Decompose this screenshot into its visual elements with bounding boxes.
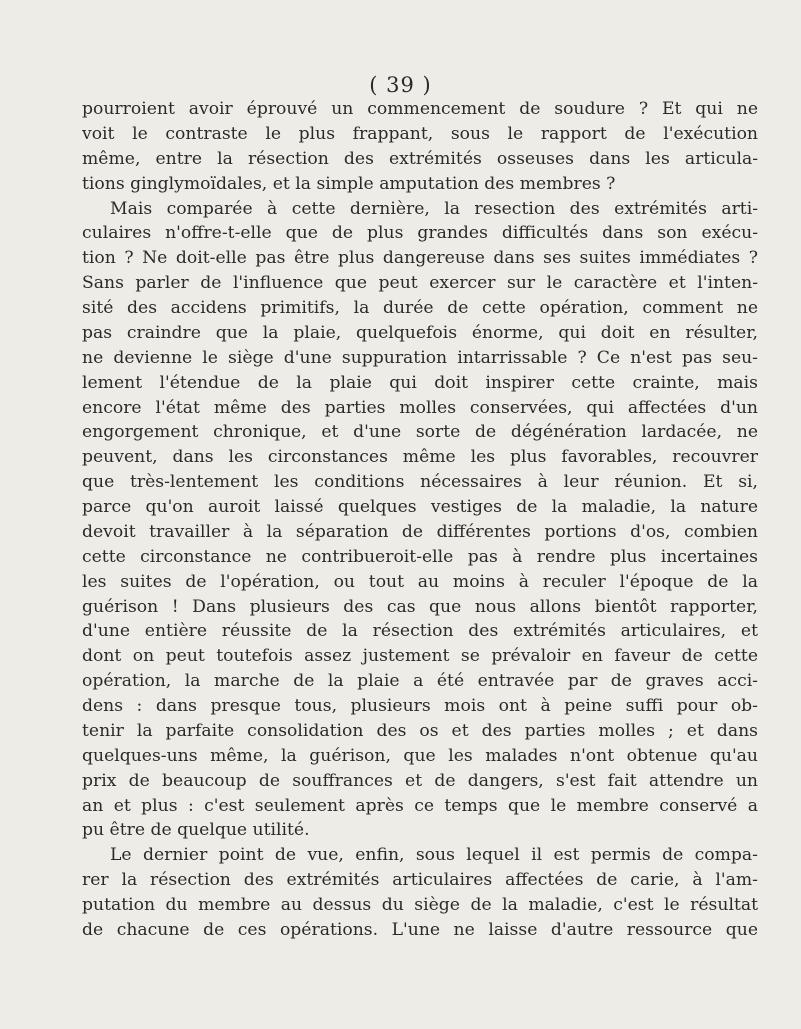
text-line: opération, la marche de la plaie a été entravée par de graves acci- bbox=[82, 671, 758, 692]
text-line: prix de beaucoup de souffrances et de dangers, s'est fait attendre un bbox=[82, 770, 758, 791]
text-line: Sans parler de l'influence que peut exercer sur le caractère et l'inten- bbox=[82, 273, 758, 294]
text-line: tenir la parfaite consolidation des os et des parties molles ; et dans bbox=[82, 720, 758, 741]
text-line: voit le contraste le plus frappant, sous le rapport de l'exécution bbox=[82, 123, 758, 144]
text-line: même, entre la résection des extrémités osseuses dans les articula- bbox=[82, 148, 758, 169]
text-line: que très-lentement les conditions nécessaires à leur réunion. Et si, bbox=[82, 472, 758, 493]
text-line: peuvent, dans les circonstances même les plus favorables, recouvrer bbox=[82, 447, 758, 468]
text-line: guérison ! Dans plusieurs des cas que nous allons bientôt rapporter, bbox=[82, 596, 758, 617]
text-line: pas craindre que la plaie, quelquefois énorme, qui doit en résulter, bbox=[82, 322, 758, 343]
text-line: devoit travailler à la séparation de différentes portions d'os, combien bbox=[82, 521, 758, 542]
text-line: encore l'état même des parties molles conservées, qui affectées d'un bbox=[82, 397, 758, 418]
text-line: tions ginglymoïdales, et la simple amputation des membres ? bbox=[82, 173, 616, 194]
text-line: pourroient avoir éprouvé un commencement de soudure ? Et qui ne bbox=[82, 99, 758, 119]
text-line: quelques-uns même, la guérison, que les malades n'ont obtenue qu'au bbox=[82, 745, 758, 766]
text-line: dont on peut toutefois assez justement se prévaloir en faveur de cette bbox=[82, 646, 758, 667]
text-line: d'une entière réussite de la résection des extrémités articulaires, et bbox=[82, 621, 758, 642]
text-line: pu être de quelque utilité. bbox=[82, 820, 310, 841]
text-line: parce qu'on auroit laissé quelques vestiges de la maladie, la nature bbox=[82, 497, 758, 517]
text-line: les suites de l'opération, ou tout au moins à reculer l'époque de la bbox=[82, 571, 758, 592]
text-line: tion ? Ne doit-elle pas être plus dangereuse dans ses suites immédiates ? bbox=[82, 248, 758, 269]
text-line: culaires n'offre-t-elle que de plus grandes difficultés dans son exécu- bbox=[82, 223, 758, 244]
paragraph-start-line: Le dernier point de vue, enfin, sous lequel il est permis de compa- bbox=[110, 845, 758, 866]
page-number: ( 39 ) bbox=[369, 73, 432, 97]
text-line: an et plus : c'est seulement après ce temps que le membre conservé a bbox=[82, 795, 758, 816]
text-line: cette circonstance ne contribueroit-elle pas à rendre plus incertaines bbox=[82, 546, 758, 567]
text-line: de chacune de ces opérations. L'une ne laisse d'autre ressource que bbox=[82, 919, 758, 940]
text-line: engorgement chronique, et d'une sorte de dégénération lardacée, ne bbox=[82, 422, 758, 443]
paragraph-start-line: Mais comparée à cette dernière, la resection des extrémités arti- bbox=[110, 198, 758, 219]
body-text bbox=[82, 97, 758, 943]
text-line: lement l'étendue de la plaie qui doit inspirer cette crainte, mais bbox=[82, 372, 758, 393]
text-line: rer la résection des extrémités articulaires affectées de carie, à l'am- bbox=[82, 870, 758, 891]
text-line: sité des accidens primitifs, la durée de cette opération, comment ne bbox=[82, 298, 758, 318]
text-line: dens : dans presque tous, plusieurs mois ont à peine suffi pour ob- bbox=[82, 696, 758, 716]
text-line: ne devienne le siège d'une suppuration intarrissable ? Ce n'est pas seu- bbox=[82, 347, 758, 368]
text-line: putation du membre au dessus du siège de la maladie, c'est le résultat bbox=[82, 895, 758, 915]
